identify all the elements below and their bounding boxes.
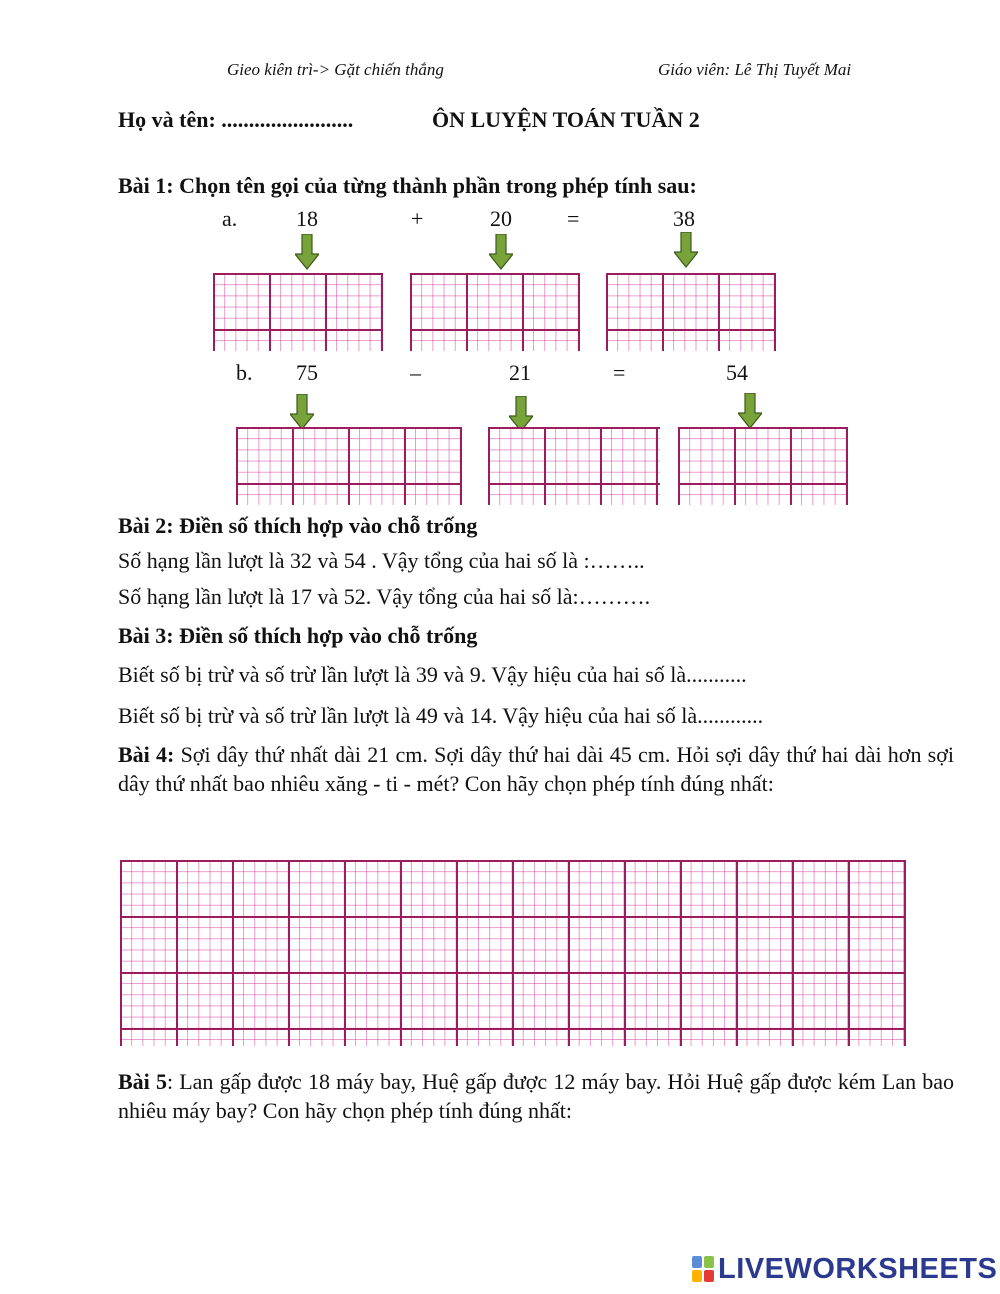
down-arrow-icon (674, 232, 698, 268)
bai1-b-number2: 21 (509, 360, 531, 385)
bai1-b-equals: = (613, 360, 626, 385)
page-title: ÔN LUYỆN TOÁN TUẦN 2 (432, 107, 700, 132)
bai5-label: Bài 5 (118, 1069, 167, 1094)
down-arrow-icon (738, 393, 762, 429)
bai4-paragraph (118, 740, 954, 798)
bai1-a-operator: + (411, 206, 424, 231)
bai2-line1: Số hạng lần lượt là 32 và 54 . Vậy tổng của hai số là :…….. (118, 548, 645, 573)
bai3-heading: Bài 3: Điền số thích hợp vào chỗ trống (118, 623, 478, 648)
bai1-b-label: b. (236, 360, 253, 385)
bai1-b-number1: 75 (296, 360, 318, 385)
down-arrow-icon (295, 234, 319, 270)
name-label: Họ và tên: ........................ (118, 107, 354, 132)
bai1-a-label: a. (222, 206, 238, 231)
down-arrow-icon (290, 394, 314, 430)
answer-grid-a3[interactable] (606, 273, 776, 351)
answer-grid-bai4[interactable] (120, 860, 906, 1046)
answer-grid-b3[interactable] (678, 427, 848, 505)
bai1-a-equals: = (567, 206, 580, 231)
liveworksheets-brand (692, 1252, 997, 1286)
answer-grid-b2[interactable] (488, 427, 660, 505)
bai4-label: Bài 4: (118, 742, 175, 767)
answer-grid-a1[interactable] (213, 273, 383, 351)
bai2-line2: Số hạng lần lượt là 17 và 52. Vậy tổng của hai số là:………. (118, 584, 651, 609)
bai2-heading: Bài 2: Điền số thích hợp vào chỗ trống (118, 513, 478, 538)
bai4-text: Sợi dây thứ nhất dài 21 cm. Sợi dây thứ hai dài 45 cm. Hỏi sợi dây thứ hai dài hơn sợi dây thứ nhất bao nhiêu xăng - ti - mét? Con hãy chọn phép tính đúng nhất: (118, 742, 954, 796)
bai3-line2: Biết số bị trừ và số trừ lần lượt là 49 và 14. Vậy hiệu của hai số là............ (118, 703, 764, 728)
bai5-paragraph (118, 1067, 954, 1125)
bai1-a-result: 38 (673, 206, 695, 231)
bai3-line1: Biết số bị trừ và số trừ lần lượt là 39 và 9. Vậy hiệu của hai số là........... (118, 662, 747, 687)
brand-name: LIVEWORKSHEETS (718, 1252, 998, 1285)
answer-grid-a2[interactable] (410, 273, 580, 351)
answer-grid-b1[interactable] (236, 427, 462, 505)
header-teacher: Giáo viên: Lê Thị Tuyết Mai (658, 60, 852, 79)
liveworksheets-logo-icon (692, 1256, 714, 1282)
bai1-a-number1: 18 (296, 206, 318, 231)
header-motto: Gieo kiên trì-> Gặt chiến thắng (227, 60, 444, 79)
bai5-text: : Lan gấp được 18 máy bay, Huệ gấp được 12 máy bay. Hỏi Huệ gấp được kém Lan bao nhiêu máy bay? Con hãy chọn phép tính đúng nhất: (118, 1069, 954, 1123)
bai1-heading: Bài 1: Chọn tên gọi của từng thành phần trong phép tính sau: (118, 173, 697, 198)
bai1-b-result: 54 (726, 360, 748, 385)
down-arrow-icon (489, 234, 513, 270)
bai1-b-operator: – (410, 360, 421, 385)
bai1-a-number2: 20 (490, 206, 512, 231)
